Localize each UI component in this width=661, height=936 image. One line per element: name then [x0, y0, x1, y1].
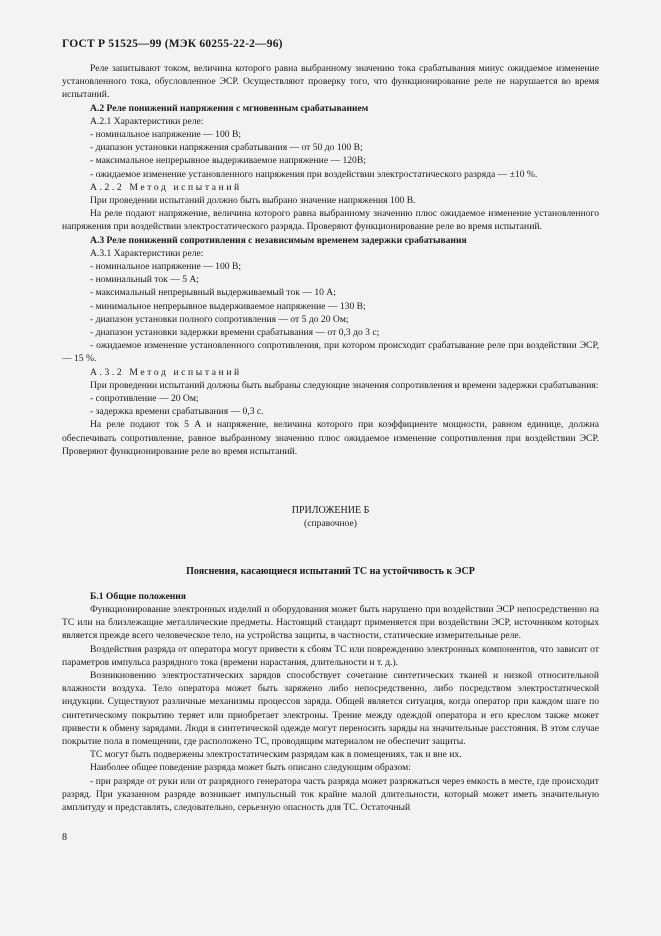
paragraph: - максимальное непрерывное выдерживаемое напряжение — 120В; [90, 155, 366, 167]
paragraph: А.2.2 Метод испытаний [90, 181, 242, 193]
paragraph: - номинальное напряжение — 100 В; [90, 129, 242, 141]
paragraph: - диапазон установки напряжения срабатывания — от 50 до 100 В; [90, 142, 363, 154]
annex-subtitle: (справочное) [304, 518, 357, 530]
section-heading: А.3 Реле понижений сопротивления с независимым временем задержки срабатывания [90, 234, 467, 246]
paragraph: - диапазон установки полного сопротивления — от 5 до 20 Ом; [90, 313, 349, 325]
paragraph: Функционирование электронных изделий и оборудования может быть нарушено при воздействии ЭСР непосредственно на ТС или на близлежащие металлические предметы. Настоящий стандарт применяется при воздействии ЭСР, источником которых является прежде всего человеческое тело, на устройства защиты, в частности, статические измерительные реле. [62, 603, 599, 642]
paragraph: Реле запитывают током, величина которого равна выбранному значению тока срабатывания минус ожидаемое изменение установленного тока, обусловленное ЭСР. Осуществляют проверку того, что функционирование реле не нарушается во время испытаний. [62, 63, 599, 101]
paragraph: А.3.2 Метод испытаний [90, 366, 242, 378]
paragraph: А.3.1 Характеристики реле: [90, 247, 204, 259]
paragraph: А.2.1 Характеристики реле: [90, 115, 204, 127]
paragraph: При проведении испытаний должно быть выбрано значение напряжения 100 В. [90, 195, 416, 207]
paragraph: При проведении испытаний должны быть выбраны следующие значения сопротивления и времени задержки срабатывания: [90, 379, 599, 391]
page-number: 8 [62, 832, 67, 843]
paragraph: - ожидаемое изменение установленного сопротивления, при котором происходит срабатывание реле при воздействии ЭСР, — 15 %. [62, 340, 599, 365]
paragraph: Воздействия разряда от оператора могут привести к сбоям ТС или повреждению электронных компонентов, что зависит от параметров импульса разрядного тока (времени нарастания, длительности и т. д.). [62, 643, 599, 668]
paragraph: Наиболее общее поведение разряда может быть описано следующим образом: [90, 762, 411, 774]
annex-title: ПРИЛОЖЕНИЕ Б [291, 505, 370, 517]
paragraph: На реле подают ток 5 А и напряжение, величина которого при коэффициенте мощности, равном единице, должна обеспечивать сопротивление, равное выбранному значению плюс ожидаемое изменение сопротивления при воздействии ЭСР. Проверяют функционирование реле во время испытаний. [62, 419, 599, 457]
paragraph: - при разряде от руки или от разрядного генератора часть разряда может разряжаться через емкость в месте, где происходит разряд. При указанном разряде возникает импульсный ток крайне малой длительности, который может иметь значительную амплитуду и представлять, следовательно, серьезную опасность для ТС. Остаточный [62, 775, 599, 813]
paragraph: - сопротивление — 20 Ом; [90, 393, 199, 405]
paragraph: - диапазон установки задержки времени срабатывания — от 0,3 до 3 с; [90, 327, 380, 339]
page-content [62, 62, 599, 814]
paragraph: - максимальный непрерывный выдерживаемый ток — 10 А; [90, 287, 336, 299]
paragraph: Возникновению электростатических зарядов способствует сочетание синтетических тканей и низкой относительной влажности воздуха. Тело оператора может быть заряжено либо непосредственно, либо посредством электростатической индукции. Существуют различные механизмы процессов заряда. Общей является ситуация, когда оператор при каждом шаге по синтетическому покрытию теряет или приобретает электроны. Трение между одеждой оператора и его креслом также может привести к обмену зарядами. Люди в синтетической одежде могут переносить заряды на значительные расстояния. В этом случае покрытие пола в помещении, где расположено ТС, проводящим материалом не обеспечит защиты. [62, 669, 599, 747]
annex-b-body [62, 590, 599, 814]
paragraph: - минимальное непрерывное выдерживаемое напряжение — 130 В; [90, 300, 366, 312]
paragraph: ТС могут быть подвержены электростатическим разрядам как в помещениях, так и вне их. [90, 749, 462, 761]
paragraph: На реле подают напряжение, величина которого равна выбранному значению плюс ожидаемое изменение установленного напряжения при воздействии электростатического разряда. Проверяют функционирование реле во время испытаний. [62, 208, 599, 233]
section-title: Пояснения, касающиеся испытаний ТС на устойчивость к ЭСР [186, 565, 475, 577]
paragraph: - номинальный ток — 5 А; [90, 274, 200, 286]
section-heading: Б.1 Общие положения [90, 590, 186, 602]
paragraph: - ожидаемое изменение установленного напряжения при воздействии электростатического разряда — ±10 %. [90, 168, 538, 180]
annex-a-continuation [62, 62, 599, 458]
paragraph: - задержка времени срабатывания — 0,3 с. [90, 406, 264, 418]
document-header: ГОСТ Р 51525—99 (МЭК 60255-22-2—96) [62, 38, 283, 50]
paragraph: - номинальное напряжение — 100 В; [90, 261, 242, 273]
section-heading: А.2 Реле понижений напряжения с мгновенным срабатыванием [90, 102, 369, 114]
